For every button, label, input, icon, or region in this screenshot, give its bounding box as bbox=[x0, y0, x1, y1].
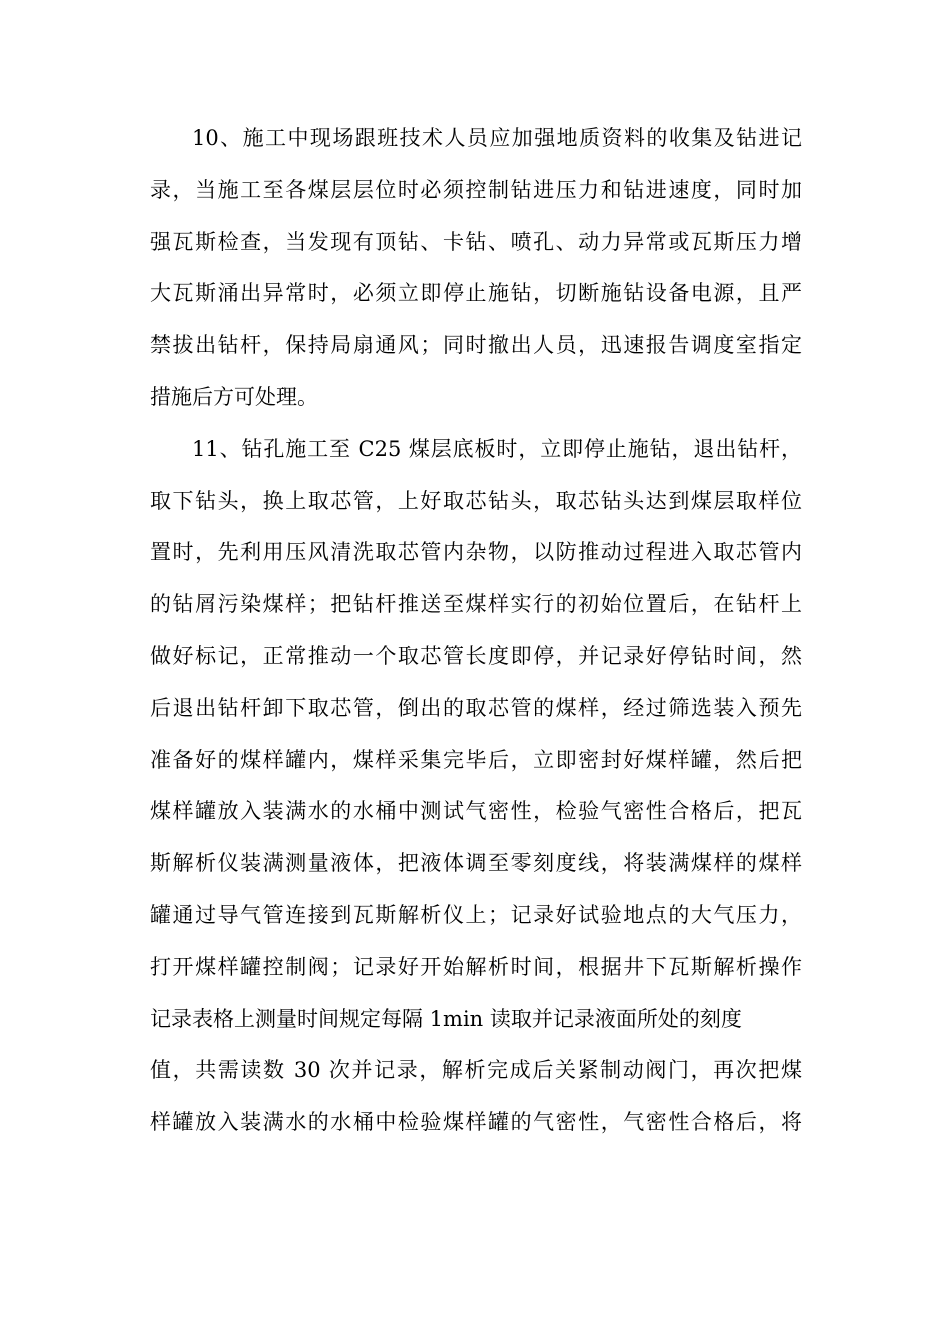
text-line: 准备好的煤样罐内，煤样采集完毕后，立即密封好煤样罐，然后把 bbox=[150, 747, 802, 772]
text-line: 10、施工中现场跟班技术人员应加强地质资料的收集及钻进记 bbox=[192, 126, 802, 150]
text-line: 取下钻头，换上取芯管，上好取芯钻头，取芯钻头达到煤层取样位 bbox=[150, 488, 802, 513]
document-body bbox=[150, 113, 802, 1149]
text-line: 录，当施工至各煤层层位时必须控制钻进压力和钻进速度，同时加 bbox=[150, 177, 802, 202]
text-line: 11、钻孔施工至 C25 煤层底板时，立即停止施钻，退出钻杆， bbox=[192, 436, 802, 461]
text-line: 记录表格上测量时间规定每隔 1min 读取并记录液面所处的刻度 bbox=[150, 1006, 742, 1031]
text-line: 强瓦斯检查，当发现有顶钻、卡钻、喷孔、动力异常或瓦斯压力增 bbox=[150, 229, 802, 254]
text-line: 罐通过导气管连接到瓦斯解析仪上；记录好试验地点的大气压力， bbox=[150, 902, 802, 927]
text-line: 做好标记，正常推动一个取芯管长度即停，并记录好停钻时间，然 bbox=[150, 643, 802, 668]
text-line: 大瓦斯涌出异常时，必须立即停止施钻，切断施钻设备电源，且严 bbox=[150, 281, 802, 306]
text-line: 置时，先利用压风清洗取芯管内杂物，以防推动过程进入取芯管内 bbox=[150, 540, 802, 565]
text-line: 值，共需读数 30 次并记录，解析完成后关紧制动阀门，再次把煤 bbox=[150, 1058, 802, 1083]
text-line: 斯解析仪装满测量液体，把液体调至零刻度线，将装满煤样的煤样 bbox=[150, 851, 802, 876]
text-line: 措施后方可处理。 bbox=[150, 384, 318, 409]
text-line: 的钻屑污染煤样；把钻杆推送至煤样实行的初始位置后，在钻杆上 bbox=[150, 592, 802, 617]
paragraph-10 bbox=[150, 113, 802, 424]
paragraph-11 bbox=[150, 424, 802, 1149]
text-line: 煤样罐放入装满水的水桶中测试气密性，检验气密性合格后，把瓦 bbox=[150, 799, 802, 824]
text-line: 禁拔出钻杆，保持局扇通风；同时撤出人员，迅速报告调度室指定 bbox=[150, 333, 802, 358]
text-line: 打开煤样罐控制阀；记录好开始解析时间，根据井下瓦斯解析操作 bbox=[150, 954, 802, 979]
text-line: 后退出钻杆卸下取芯管，倒出的取芯管的煤样，经过筛选装入预先 bbox=[150, 695, 802, 720]
text-line: 样罐放入装满水的水桶中检验煤样罐的气密性，气密性合格后，将 bbox=[150, 1110, 802, 1135]
